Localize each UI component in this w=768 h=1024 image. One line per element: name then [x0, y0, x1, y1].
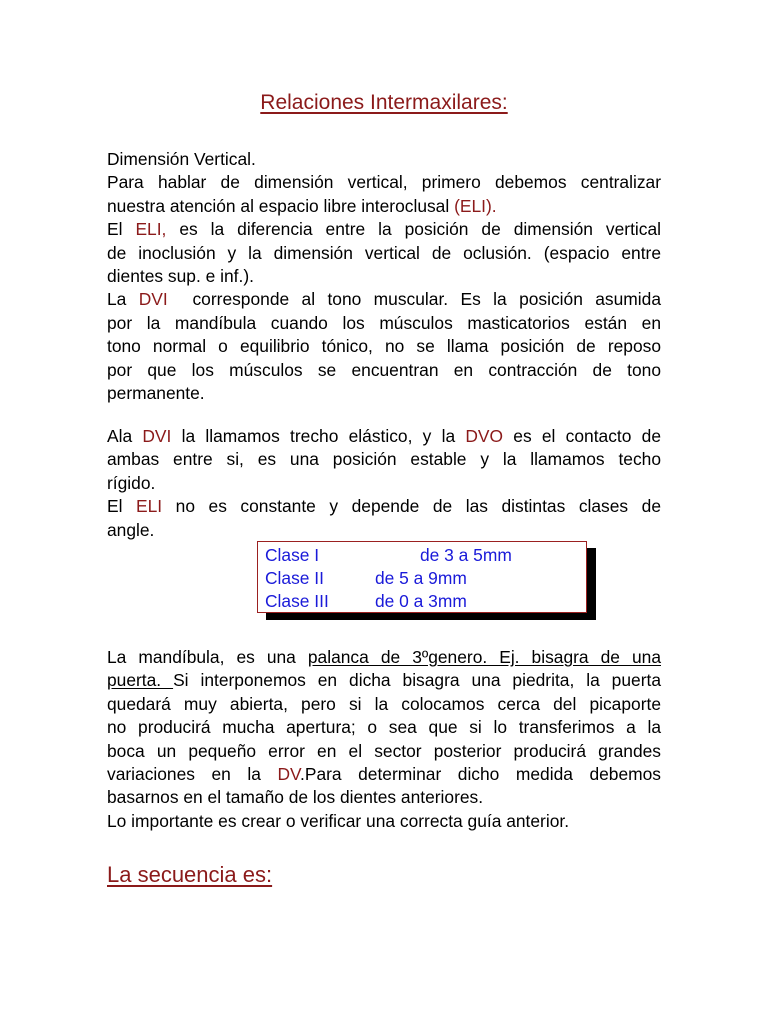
text-line: Dimensión Vertical. — [107, 149, 256, 169]
text-line: angle. — [107, 519, 155, 540]
text-span: La — [107, 289, 139, 310]
text-line: Lo importante es crear o verificar una correcta guía anterior. — [107, 810, 570, 831]
text-span: no es constante y depende de las distintas clases de — [162, 496, 661, 517]
table-box — [257, 541, 587, 613]
class-name-cell: Clase III — [265, 591, 329, 611]
highlight-term: DV — [277, 764, 301, 785]
section-heading — [107, 862, 272, 888]
highlight-term: DVI — [138, 289, 168, 310]
text-span: Si interponemos en dicha bisagra una piedrita, la puerta — [173, 670, 661, 691]
text-span: El — [107, 219, 136, 240]
text-line: tono normal o equilibrio tónico, no se llama posición de reposo — [107, 336, 661, 357]
text-line — [107, 495, 661, 518]
text-line — [107, 425, 661, 448]
text-line: dientes sup. e inf.). — [107, 266, 254, 287]
text-line — [107, 218, 661, 241]
text-line: de inoclusión y la dimensión vertical de oclusión. (espacio entre — [107, 242, 661, 263]
text-line — [107, 646, 661, 669]
text-line — [107, 763, 661, 786]
text-span: es la diferencia entre la posición de dimensión vertical — [166, 219, 662, 240]
text-span: nuestra atención al espacio libre interoclusal — [107, 195, 455, 216]
text-span: La mandíbula, es una — [107, 647, 308, 667]
text-line: rígido. — [107, 472, 156, 493]
text-span: la llamamos trecho elástico, y la — [171, 426, 466, 446]
highlight-term: DVI — [142, 426, 172, 446]
class-range-cell: de 0 a 3mm — [375, 591, 467, 611]
text-line: Para hablar de dimensión vertical, primero debemos centralizar — [107, 172, 661, 193]
highlight-term: ELI — [136, 496, 163, 517]
page-title-text: Relaciones Intermaxilares: — [260, 91, 508, 114]
class-range-cell: de 5 a 9mm — [375, 568, 467, 588]
page-title — [0, 91, 768, 115]
section-heading-text: La secuencia es: — [107, 862, 273, 887]
text-line — [107, 195, 661, 218]
underlined-phrase: puerta. — [107, 670, 174, 691]
paragraph-mandibula — [107, 646, 661, 833]
underlined-phrase: palanca de 3ºgenero. Ej. bisagra de una — [307, 647, 661, 667]
text-line: boca un pequeño error en el sector posterior producirá grandes — [107, 740, 661, 761]
highlight-term: DVO — [465, 426, 504, 446]
text-line: no producirá mucha apertura; o sea que si lo transferimos a la — [107, 717, 661, 738]
text-line: ambas entre si, es una posición estable y la llamamos techo — [107, 449, 661, 470]
paragraph-dvi-dvo — [107, 425, 661, 542]
class-range-cell: de 3 a 5mm — [420, 545, 512, 565]
text-line — [107, 288, 661, 311]
text-line — [107, 669, 661, 692]
angle-classes-table — [257, 541, 587, 613]
text-line: permanente. — [107, 383, 205, 404]
class-name-cell: Clase I — [265, 545, 320, 565]
text-span: variaciones en la — [107, 764, 278, 785]
text-span: corresponde al tono muscular. Es la posición asumida — [167, 289, 661, 310]
text-span: Ala — [107, 426, 143, 446]
text-line: por que los músculos se encuentran en contracción de tono — [107, 359, 661, 380]
text-span: .Para determinar dicho medida debemos — [300, 764, 661, 785]
text-span: El — [107, 496, 136, 517]
text-line: quedará muy abierta, pero si la colocamos cerca del picaporte — [107, 693, 661, 714]
highlight-term: ELI, — [135, 219, 167, 240]
paragraph-dimension-vertical — [107, 148, 661, 405]
text-line: basarnos en el tamaño de los dientes anteriores. — [107, 787, 484, 808]
class-name-cell: Clase II — [265, 568, 324, 588]
text-line: por la mandíbula cuando los músculos masticatorios están en — [107, 312, 661, 333]
highlight-term: (ELI). — [454, 195, 497, 216]
text-span: es el contacto de — [503, 426, 661, 446]
